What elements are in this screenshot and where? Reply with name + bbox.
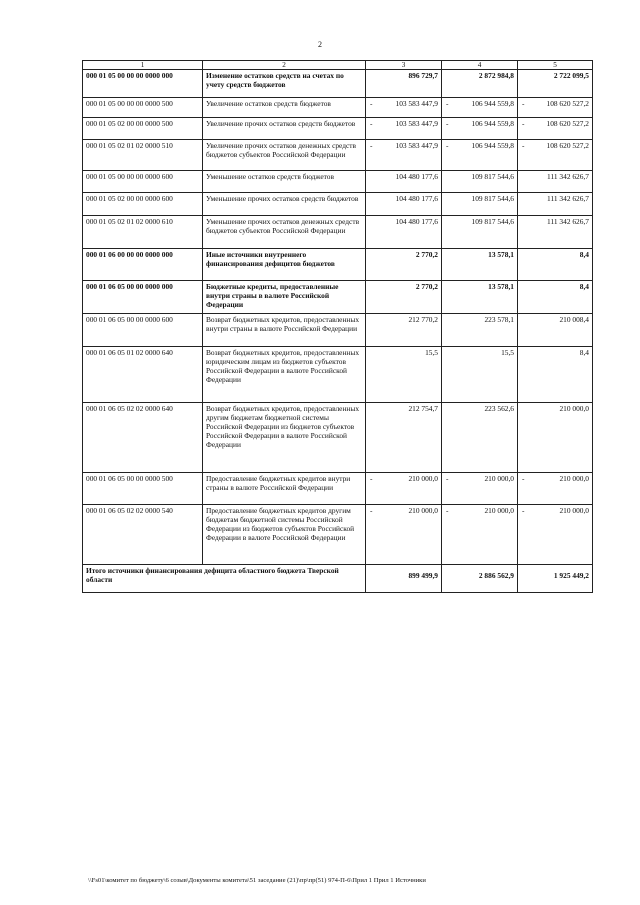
amount-col3 (366, 347, 442, 403)
table-row (83, 249, 593, 281)
minus-sign: - (522, 141, 525, 150)
column-header-2: 2 (203, 61, 366, 70)
amount-col5 (518, 140, 593, 171)
amount-value: 13 578,1 (488, 250, 514, 259)
page-number: 2 (318, 40, 322, 49)
minus-sign: - (522, 119, 525, 128)
amount-col5 (518, 70, 593, 98)
amount-col4 (442, 473, 518, 505)
amount-col4 (442, 171, 518, 193)
file-path-footer: \\Fs01\комитет по бюджету\6 созыв\Документы комитета\51 заседание (21)\пр\пр(51) 974-П-6\Прил 1 Прил 1 Источники (88, 877, 426, 884)
total-value-col3: 899 499,9 (366, 565, 442, 593)
column-header-4: 4 (442, 61, 518, 70)
amount-col4 (442, 70, 518, 98)
amount-col5 (518, 473, 593, 505)
table-row (83, 98, 593, 118)
column-header-1: 1 (83, 61, 203, 70)
minus-sign: - (522, 506, 525, 515)
amount-col4 (442, 193, 518, 216)
amount-col5 (518, 403, 593, 473)
budget-code: 000 01 05 02 01 02 0000 610 (83, 216, 203, 249)
amount-value: 8,4 (579, 282, 589, 291)
amount-value: 106 944 559,8 (471, 99, 514, 108)
amount-value: 104 480 177,6 (395, 217, 438, 226)
amount-value: 103 583 447,9 (395, 99, 438, 108)
table-row (83, 171, 593, 193)
amount-value: 15,5 (425, 348, 438, 357)
table-header-row (83, 61, 593, 70)
minus-sign: - (370, 141, 373, 150)
amount-value: 109 817 544,6 (471, 217, 514, 226)
amount-value: 8,4 (579, 348, 589, 357)
line-item-name: Возврат бюджетных кредитов, предоставленных юридическим лицам из бюджетов субъектов Российской Федерации в валюте Российской Федерации (203, 347, 366, 403)
budget-code: 000 01 06 05 00 00 0000 000 (83, 281, 203, 314)
budget-code: 000 01 06 05 00 00 0000 500 (83, 473, 203, 505)
amount-col4 (442, 249, 518, 281)
line-item-name: Уменьшение остатков средств бюджетов (203, 171, 366, 193)
amount-value: 108 620 527,2 (546, 119, 589, 128)
line-item-name: Предоставление бюджетных кредитов другим бюджетам бюджетной системы Российской Федерации из бюджетов субъектов Российской Федерации в валюте Российской Федерации (203, 505, 366, 565)
amount-value: 210 000,0 (484, 474, 514, 483)
amount-col4 (442, 505, 518, 565)
table-row (83, 403, 593, 473)
table-row (83, 505, 593, 565)
budget-code: 000 01 06 05 02 02 0000 640 (83, 403, 203, 473)
amount-value: 106 944 559,8 (471, 141, 514, 150)
amount-value: 210 000,0 (484, 506, 514, 515)
amount-value: 111 342 626,7 (547, 172, 589, 181)
amount-col3 (366, 171, 442, 193)
amount-col5 (518, 118, 593, 140)
amount-col3 (366, 118, 442, 140)
amount-col5 (518, 249, 593, 281)
column-header-5: 5 (518, 61, 593, 70)
amount-value: 8,4 (579, 250, 589, 259)
amount-col5 (518, 281, 593, 314)
amount-value: 210 008,4 (559, 315, 589, 324)
amount-col5 (518, 98, 593, 118)
minus-sign: - (370, 99, 373, 108)
budget-code: 000 01 05 00 00 00 0000 500 (83, 98, 203, 118)
amount-col5 (518, 193, 593, 216)
amount-col3 (366, 505, 442, 565)
line-item-name: Предоставление бюджетных кредитов внутри страны в валюте Российской Федерации (203, 473, 366, 505)
budget-code: 000 01 05 00 00 00 0000 600 (83, 171, 203, 193)
amount-value: 210 000,0 (408, 474, 438, 483)
amount-col4 (442, 118, 518, 140)
amount-col5 (518, 314, 593, 347)
table-row (83, 118, 593, 140)
minus-sign: - (446, 119, 449, 128)
amount-value: 2 770,2 (415, 282, 438, 291)
amount-value: 108 620 527,2 (546, 141, 589, 150)
amount-value: 223 578,1 (484, 315, 514, 324)
financing-sources-table (82, 60, 593, 593)
budget-code: 000 01 06 05 01 02 0000 640 (83, 347, 203, 403)
budget-code: 000 01 05 00 00 00 0000 000 (83, 70, 203, 98)
table-body (83, 70, 593, 565)
line-item-name: Возврат бюджетных кредитов, предоставленных внутри страны в валюте Российской Федерации (203, 314, 366, 347)
amount-value: 2 722 099,5 (553, 71, 589, 80)
total-value-col5: 1 925 449,2 (518, 565, 593, 593)
amount-col4 (442, 281, 518, 314)
minus-sign: - (370, 506, 373, 515)
amount-col5 (518, 171, 593, 193)
amount-col4 (442, 98, 518, 118)
line-item-name: Иные источники внутреннего финансирования дефицитов бюджетов (203, 249, 366, 281)
amount-value: 212 770,2 (408, 315, 438, 324)
table-row (83, 473, 593, 505)
amount-value: 108 620 527,2 (546, 99, 589, 108)
column-header-3: 3 (366, 61, 442, 70)
line-item-name: Бюджетные кредиты, предоставленные внутри страны в валюте Российской Федерации (203, 281, 366, 314)
amount-value: 109 817 544,6 (471, 172, 514, 181)
minus-sign: - (522, 99, 525, 108)
budget-code: 000 01 06 00 00 00 0000 000 (83, 249, 203, 281)
line-item-name: Изменение остатков средств на счетах по учету средств бюджетов (203, 70, 366, 98)
table-row (83, 70, 593, 98)
amount-col4 (442, 140, 518, 171)
amount-value: 212 754,7 (408, 404, 438, 413)
minus-sign: - (522, 474, 525, 483)
minus-sign: - (370, 474, 373, 483)
budget-code: 000 01 05 02 01 02 0000 510 (83, 140, 203, 171)
amount-value: 109 817 544,6 (471, 194, 514, 203)
table-row (83, 216, 593, 249)
amount-value: 210 000,0 (559, 404, 589, 413)
amount-value: 104 480 177,6 (395, 194, 438, 203)
amount-col3 (366, 140, 442, 171)
amount-col4 (442, 314, 518, 347)
amount-col4 (442, 403, 518, 473)
amount-value: 103 583 447,9 (395, 141, 438, 150)
amount-value: 104 480 177,6 (395, 172, 438, 181)
table-row (83, 140, 593, 171)
amount-col5 (518, 347, 593, 403)
line-item-name: Увеличение прочих остатков средств бюджетов (203, 118, 366, 140)
amount-col3 (366, 403, 442, 473)
amount-col3 (366, 98, 442, 118)
line-item-name: Увеличение остатков средств бюджетов (203, 98, 366, 118)
amount-col3 (366, 314, 442, 347)
line-item-name: Увеличение прочих остатков денежных средств бюджетов субъектов Российской Федерации (203, 140, 366, 171)
amount-value: 2 872 984,8 (478, 71, 514, 80)
amount-col3 (366, 473, 442, 505)
amount-col5 (518, 505, 593, 565)
amount-value: 13 578,1 (488, 282, 514, 291)
amount-value: 106 944 559,8 (471, 119, 514, 128)
minus-sign: - (446, 474, 449, 483)
line-item-name: Возврат бюджетных кредитов, предоставленных другим бюджетам бюджетной системы Российской Федерации из бюджетов субъектов Российской Федерации в валюте Российской Федерации (203, 403, 366, 473)
amount-value: 111 342 626,7 (547, 217, 589, 226)
table-row (83, 347, 593, 403)
amount-value: 896 729,7 (408, 71, 438, 80)
budget-code: 000 01 05 02 00 00 0000 600 (83, 193, 203, 216)
amount-col3 (366, 281, 442, 314)
amount-value: 111 342 626,7 (547, 194, 589, 203)
amount-value: 210 000,0 (559, 506, 589, 515)
total-label: Итого источники финансирования дефицита областного бюджета Тверской области (83, 565, 366, 593)
minus-sign: - (446, 141, 449, 150)
amount-col4 (442, 347, 518, 403)
amount-col4 (442, 216, 518, 249)
amount-col3 (366, 249, 442, 281)
table-row (83, 193, 593, 216)
amount-value: 210 000,0 (559, 474, 589, 483)
minus-sign: - (446, 506, 449, 515)
amount-value: 103 583 447,9 (395, 119, 438, 128)
minus-sign: - (446, 99, 449, 108)
line-item-name: Уменьшение прочих остатков денежных средств бюджетов субъектов Российской Федерации (203, 216, 366, 249)
total-value-col4: 2 886 562,9 (442, 565, 518, 593)
budget-code: 000 01 06 05 02 02 0000 540 (83, 505, 203, 565)
total-row (83, 565, 593, 593)
amount-value: 2 770,2 (415, 250, 438, 259)
amount-col3 (366, 193, 442, 216)
budget-code: 000 01 05 02 00 00 0000 500 (83, 118, 203, 140)
budget-code: 000 01 06 05 00 00 0000 600 (83, 314, 203, 347)
minus-sign: - (370, 119, 373, 128)
amount-col3 (366, 70, 442, 98)
table-row (83, 281, 593, 314)
amount-col3 (366, 216, 442, 249)
line-item-name: Уменьшение прочих остатков средств бюджетов (203, 193, 366, 216)
amount-col5 (518, 216, 593, 249)
amount-value: 223 562,6 (484, 404, 514, 413)
amount-value: 210 000,0 (408, 506, 438, 515)
table-row (83, 314, 593, 347)
amount-value: 15,5 (501, 348, 514, 357)
